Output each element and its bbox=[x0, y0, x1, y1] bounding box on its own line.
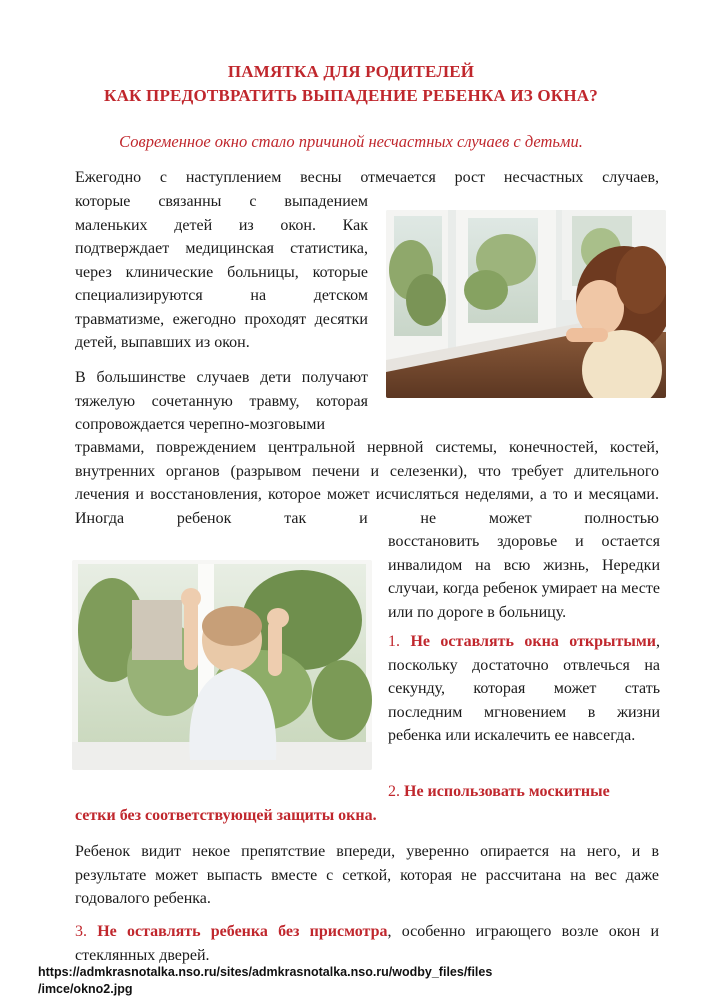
girl-window-illustration bbox=[386, 210, 666, 398]
rule-3-title: Не оставлять ребенка без присмотра bbox=[97, 923, 388, 940]
page-title-line-2: КАК ПРЕДОТВРАТИТЬ ВЫПАДЕНИЕ РЕБЕНКА ИЗ ОКНА? bbox=[104, 86, 598, 105]
source-url-line-1[interactable]: https://admkrasnotalka.nso.ru/sites/admkrasnotalka.nso.ru/wodby_files/files bbox=[38, 965, 493, 979]
rule-2-title-line-1: Не использовать москитные bbox=[404, 783, 610, 800]
paragraph-2-part-3: восстановить здоровье и остается инвалидом на всю жизнь, Нередки случаи, когда ребенок умирает на месте или по дороге в больницу. bbox=[388, 533, 660, 621]
rule-1 bbox=[388, 630, 660, 748]
photo-girl-at-window bbox=[386, 210, 666, 398]
rule-1-title: Не оставлять окна открытыми bbox=[410, 633, 656, 650]
baby-window-illustration bbox=[72, 560, 372, 770]
paragraph-2-part-1: В большинстве случаев дети получают тяжелую сочетанную травму, которая сопровождается черепно-мозговыми bbox=[75, 369, 368, 433]
rule-1-number: 1. bbox=[388, 633, 400, 650]
rule-3 bbox=[75, 920, 659, 967]
source-url[interactable] bbox=[38, 964, 678, 998]
rule-3-text: , особенно играющего возле окон и стеклянных дверей. bbox=[75, 923, 660, 964]
rule-2-heading bbox=[388, 780, 660, 804]
rule-1-text: , поскольку достаточно отвлечься на секунду, которая может стать последним мгновением в жизни ребенка или искалечить ее навсегда. bbox=[388, 633, 660, 744]
source-url-line-2[interactable]: /imce/okno2.jpg bbox=[38, 982, 133, 996]
photo-baby-at-window bbox=[72, 560, 372, 770]
page-title-line-1: ПАМЯТКА ДЛЯ РОДИТЕЛЕЙ bbox=[227, 62, 475, 81]
rule-3-number: 3. bbox=[75, 923, 87, 940]
rule-2-text: Ребенок видит некое препятствие впереди, уверенно опирается на него, и в результате может выпасть вместе с сеткой, которая не рассчитана на вес даже годовалого ребенка. bbox=[75, 843, 659, 907]
paragraph-2-part-2: травмами, повреждением центральной нервной системы, конечностей, костей, внутренних органов (разрывом печени и селезенки), что требует длительного лечения и восстановления, которое может исчисляться неделями, а то и месяцами. Иногда ребенок так и не может полностью bbox=[75, 439, 659, 527]
intro-paragraph: которые связанны с выпадением маленьких детей из окон. Как подтверждает медицинская статистика, через клинические больницы, которые специализируются на детском травматизме, ежегодно проходят десятки детей, выпавших из окон. bbox=[75, 193, 368, 351]
rule-2-number: 2. bbox=[388, 783, 400, 800]
intro-first-line: Ежегодно с наступлением весны отмечается рост несчастных случаев, bbox=[75, 169, 659, 186]
rule-2-title-line-2: сетки без соответствующей защиты окна. bbox=[75, 807, 377, 824]
subtitle: Современное окно стало причиной несчастных случаев с детьми. bbox=[119, 132, 583, 151]
